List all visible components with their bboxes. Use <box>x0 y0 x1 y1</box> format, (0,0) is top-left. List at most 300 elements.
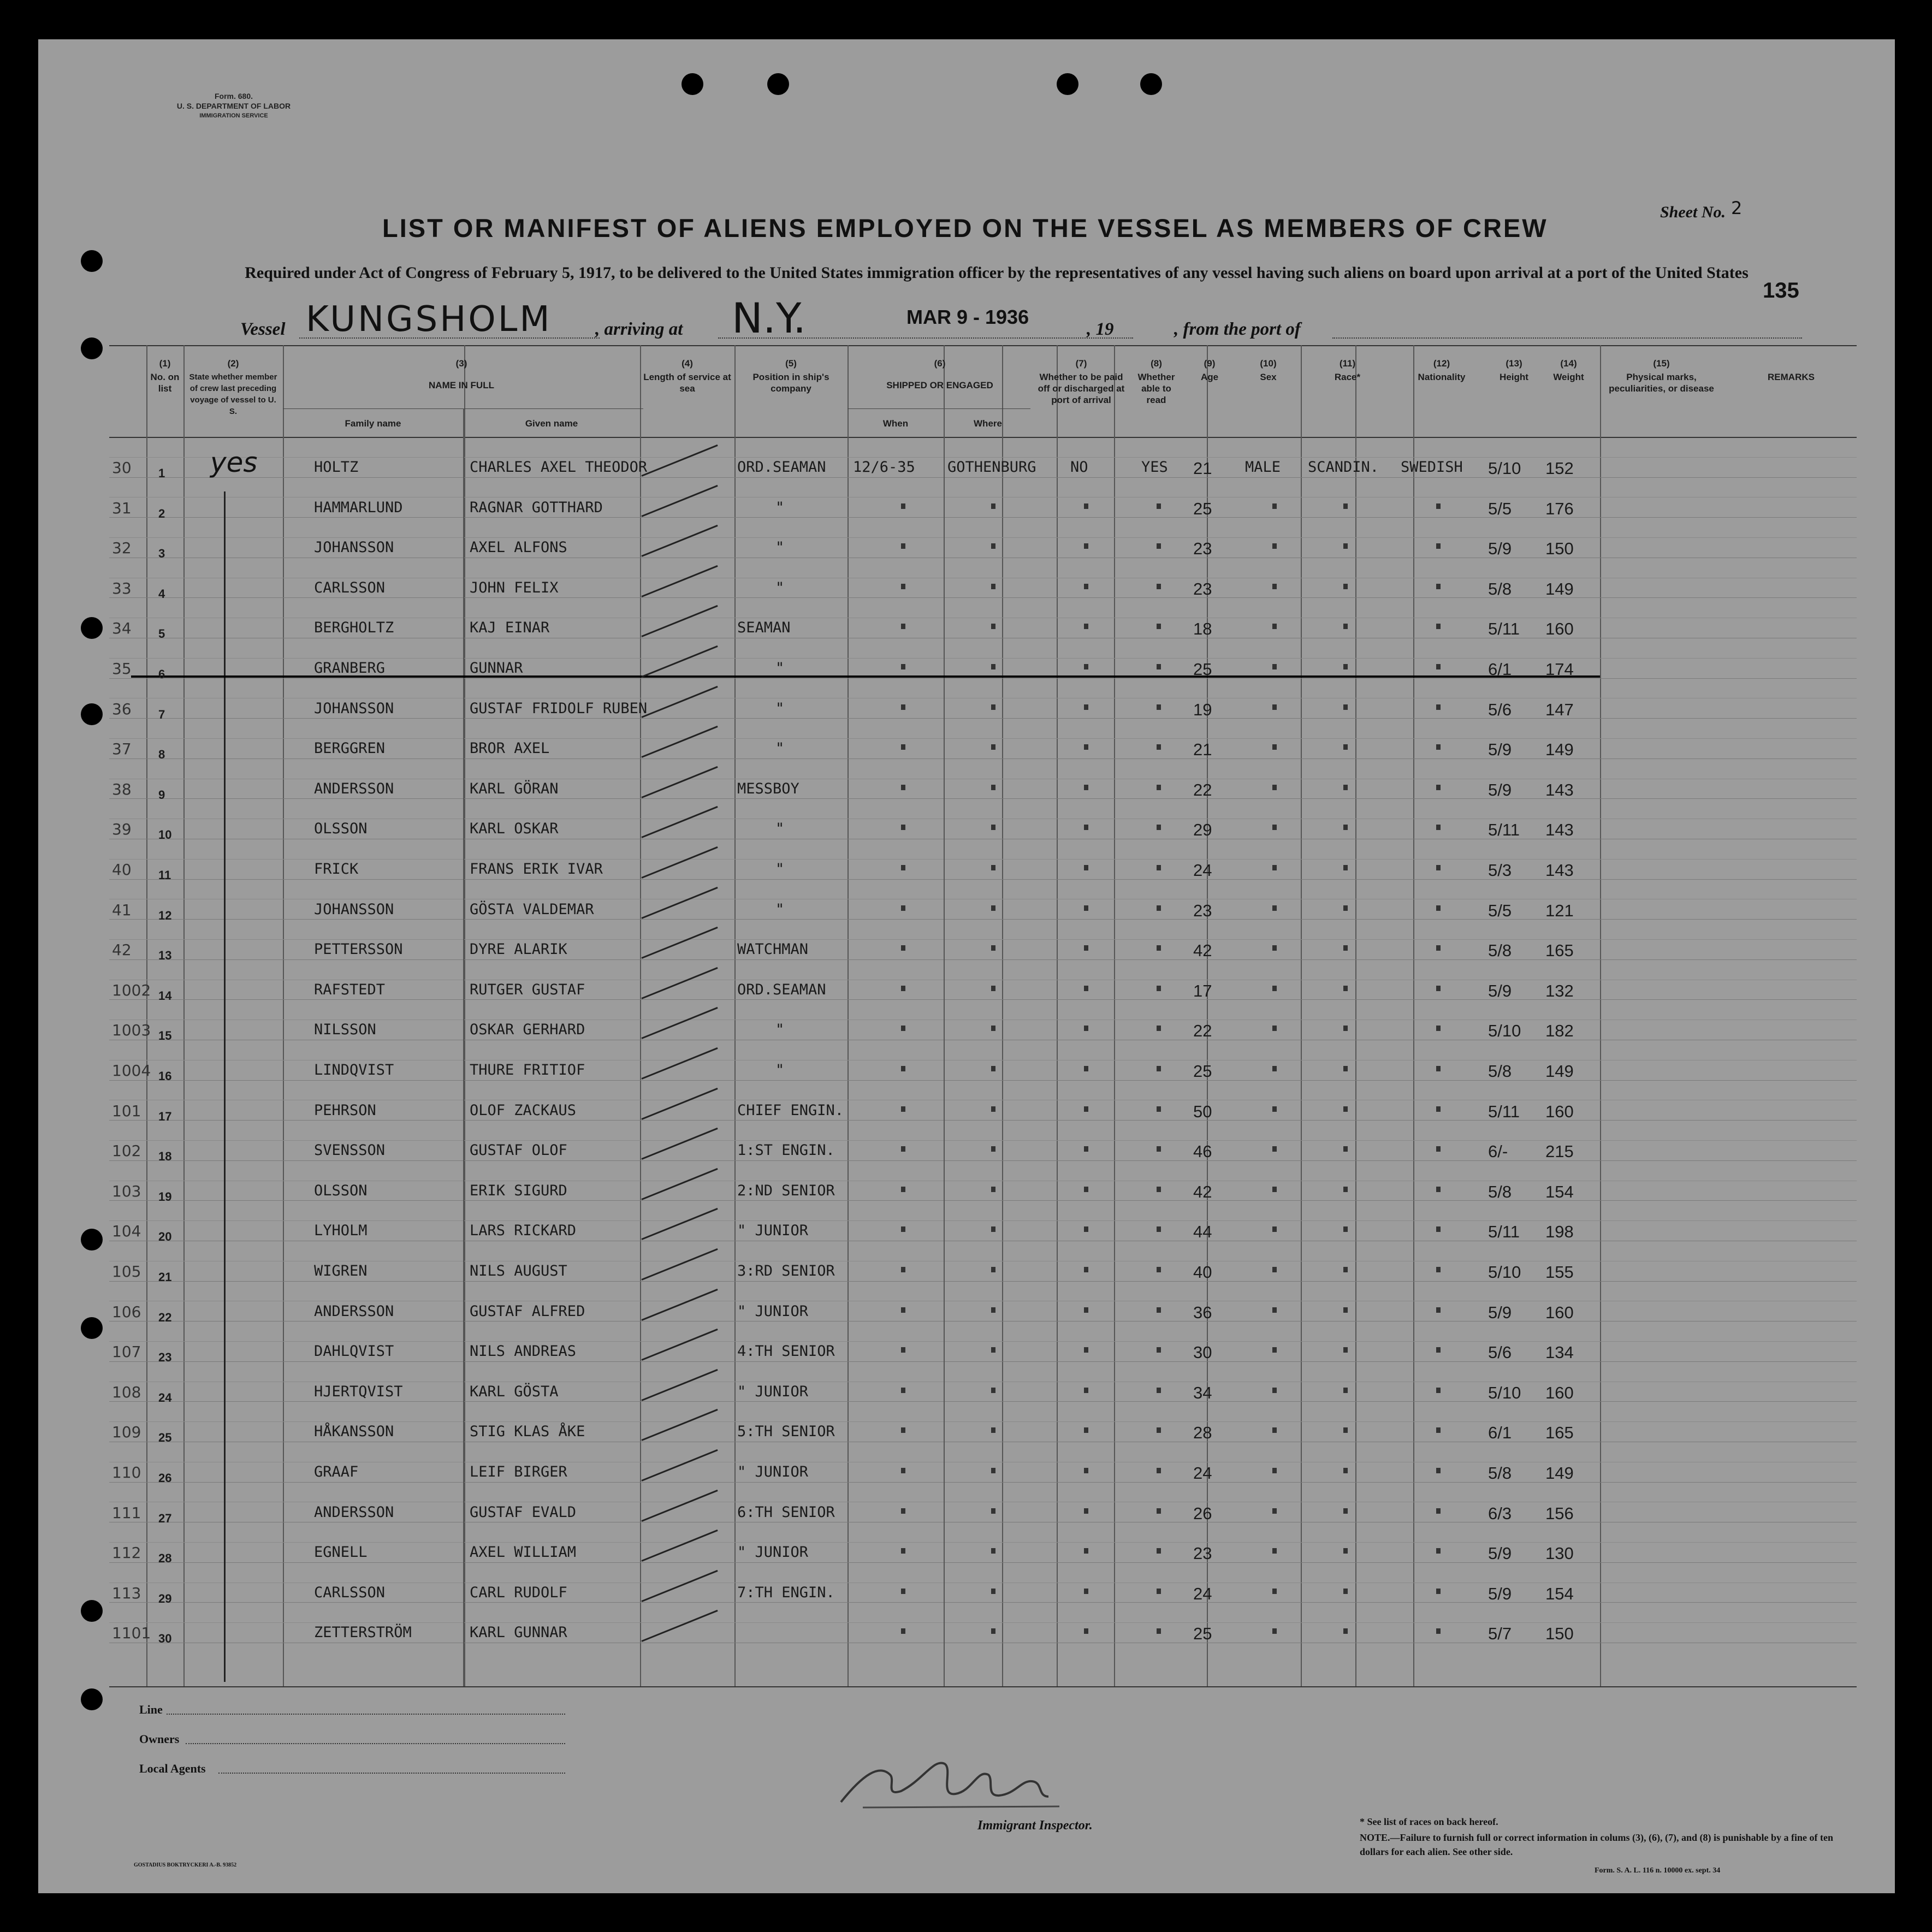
ditto-mark <box>991 543 995 549</box>
cell-given: RAGNAR GOTTHARD <box>470 499 603 516</box>
cell-age: 26 <box>1193 1503 1212 1523</box>
ditto-mark <box>991 664 995 669</box>
cell-family: OLSSON <box>314 1182 368 1199</box>
ditto-mark <box>1343 1468 1348 1473</box>
line-field <box>167 1714 565 1715</box>
column-header: Race* <box>1334 372 1361 382</box>
cell-position: " <box>775 1062 785 1078</box>
cell-age: 22 <box>1193 780 1212 799</box>
column-divider <box>1057 345 1058 1686</box>
ditto-mark <box>1343 744 1348 750</box>
cell-given: STIG KLAS ÅKE <box>470 1423 585 1441</box>
ditto-mark <box>901 1589 905 1594</box>
cell-no: 30 <box>158 1632 172 1646</box>
row-rule <box>109 537 1857 538</box>
ditto-mark <box>1084 785 1088 790</box>
ditto-mark <box>1272 785 1277 790</box>
cell-age: 24 <box>1193 861 1212 880</box>
row-rule <box>109 1602 1857 1603</box>
ditto-mark <box>901 1226 905 1232</box>
cell-age: 23 <box>1193 1544 1212 1563</box>
cell-age: 50 <box>1193 1101 1212 1121</box>
punch-hole <box>1140 73 1162 95</box>
row-rule <box>109 1421 1857 1422</box>
cell-weight: 160 <box>1545 1101 1574 1121</box>
ditto-mark <box>1343 905 1348 911</box>
cell-weight: 143 <box>1545 780 1574 799</box>
ditto-mark <box>1436 1388 1441 1393</box>
cell-no: 4 <box>158 586 165 601</box>
printer-imprint: GOSTADIUS BOKTRYCKERI A.-B. 93852 <box>134 1862 237 1868</box>
table-header-border <box>109 437 1857 438</box>
cell-margin: 42 <box>112 941 132 959</box>
ditto-mark <box>1436 945 1441 951</box>
row-rule <box>109 718 1857 719</box>
ditto-mark <box>1272 704 1277 710</box>
ditto-mark <box>1436 584 1441 589</box>
ditto-mark <box>1343 1267 1348 1272</box>
ditto-mark <box>1436 744 1441 750</box>
ditto-mark <box>991 704 995 710</box>
sheet-label: Sheet No. <box>1660 203 1726 221</box>
ditto-mark <box>1272 905 1277 911</box>
agents-field <box>218 1773 565 1774</box>
cell-age: 36 <box>1193 1302 1212 1322</box>
arriving-label: , arriving at <box>595 319 683 339</box>
cell-family: HAMMARLUND <box>314 499 403 516</box>
cell-age: 42 <box>1193 1182 1212 1201</box>
ditto-mark <box>1343 1508 1348 1514</box>
cell-position: ORD.SEAMAN <box>737 459 826 476</box>
cell-family: WIGREN <box>314 1263 368 1279</box>
cell-no: 14 <box>158 988 172 1003</box>
ditto-mark <box>901 986 905 991</box>
cell-position: " JUNIOR <box>737 1222 809 1240</box>
cell-nationality: SWEDISH <box>1401 459 1463 476</box>
ditto-mark <box>901 905 905 911</box>
cell-age: 29 <box>1193 820 1212 840</box>
cell-age: 40 <box>1193 1263 1212 1282</box>
ditto-mark <box>1272 1187 1277 1192</box>
cell-weight: 143 <box>1545 861 1574 880</box>
column-number: (2) <box>227 358 239 369</box>
cell-family: CARLSSON <box>314 579 386 596</box>
ditto-mark <box>1084 624 1088 629</box>
column-divider <box>1355 345 1356 1686</box>
ditto-mark <box>1157 1508 1161 1514</box>
cell-weight: 154 <box>1545 1584 1574 1603</box>
column-header: Height <box>1500 372 1528 382</box>
ditto-mark <box>1436 1066 1441 1071</box>
ditto-mark <box>991 503 995 509</box>
ditto-mark <box>901 664 905 669</box>
cell-margin: 37 <box>112 740 132 758</box>
cell-family: JOHANSSON <box>314 700 394 717</box>
department: U. S. DEPARTMENT OF LABOR <box>176 102 291 110</box>
cell-weight: 160 <box>1545 1302 1574 1322</box>
cell-age: 21 <box>1193 740 1212 760</box>
cell-no: 5 <box>158 627 165 641</box>
arrival-date: MAR 9 - 1936 <box>906 306 1029 328</box>
ditto-mark <box>901 584 905 589</box>
cell-height: 5/10 <box>1488 459 1521 478</box>
ditto-mark <box>1343 1548 1348 1554</box>
row-rule <box>109 758 1857 759</box>
cell-weight: 149 <box>1545 579 1574 598</box>
ditto-mark <box>1157 1146 1161 1152</box>
column-number: (8) <box>1151 358 1162 369</box>
column-divider <box>1114 345 1115 1686</box>
cell-given: GÖSTA VALDEMAR <box>470 900 594 918</box>
ditto-mark <box>1084 1427 1088 1433</box>
cell-position: 7:TH ENGIN. <box>737 1584 835 1601</box>
cell-family: DAHLQVIST <box>314 1343 394 1360</box>
ditto-mark <box>991 1427 995 1433</box>
ditto-mark <box>1436 1106 1441 1112</box>
ditto-mark <box>1157 1388 1161 1393</box>
cell-family: BERGHOLTZ <box>314 619 394 637</box>
cell-margin: 107 <box>112 1343 141 1361</box>
cell-age: 25 <box>1193 660 1212 679</box>
ditto-mark <box>1084 1066 1088 1071</box>
cell-given: JOHN FELIX <box>470 579 559 596</box>
cell-no: 8 <box>158 748 165 762</box>
punch-hole <box>81 1600 103 1622</box>
column-header: Length of service at sea <box>643 372 731 394</box>
ditto-mark <box>1157 1548 1161 1554</box>
ditto-mark <box>991 1628 995 1634</box>
ditto-mark <box>1272 1628 1277 1634</box>
column-number: (10) <box>1260 358 1277 369</box>
cell-height: 5/6 <box>1488 1343 1512 1362</box>
punch-hole <box>81 703 103 725</box>
ditto-mark <box>991 1226 995 1232</box>
ditto-mark <box>1436 704 1441 710</box>
cell-given: KARL GUNNAR <box>470 1624 567 1641</box>
column-divider <box>734 345 736 1686</box>
cell-weight: 149 <box>1545 1062 1574 1081</box>
ditto-mark <box>1157 1226 1161 1232</box>
column-divider <box>146 345 147 1686</box>
column-divider <box>1600 345 1601 1686</box>
cell-weight: 149 <box>1545 740 1574 760</box>
ditto-mark <box>1272 1307 1277 1313</box>
inspector-label: Immigrant Inspector. <box>977 1818 1093 1833</box>
ditto-mark <box>901 1548 905 1554</box>
row-rule <box>109 798 1857 799</box>
ditto-mark <box>901 744 905 750</box>
ditto-mark <box>1272 865 1277 870</box>
ditto-mark <box>901 1427 905 1433</box>
cell-sex: MALE <box>1245 459 1281 476</box>
ditto-mark <box>1343 1628 1348 1634</box>
ditto-mark <box>1436 1267 1441 1272</box>
row-rule <box>109 939 1857 940</box>
cell-given: CHARLES AXEL THEODOR <box>470 459 648 476</box>
cell-weight: 165 <box>1545 1423 1574 1443</box>
column-number: (6) <box>934 358 946 369</box>
ditto-mark <box>1343 584 1348 589</box>
ditto-mark <box>1343 986 1348 991</box>
ditto-mark <box>1272 503 1277 509</box>
from-port-line <box>1332 337 1802 339</box>
cell-age: 42 <box>1193 941 1212 961</box>
cell-no: 26 <box>158 1471 172 1485</box>
cell-family: CARLSSON <box>314 1584 386 1601</box>
column-header: Whether to be paid off or discharged at port of arrival <box>1038 372 1125 405</box>
cell-weight: 215 <box>1545 1142 1574 1161</box>
cell-given: AXEL ALFONS <box>470 539 567 556</box>
ditto-mark <box>991 825 995 830</box>
ditto-mark <box>1436 1187 1441 1192</box>
ditto-mark <box>1157 1267 1161 1272</box>
ditto-mark <box>1084 1347 1088 1353</box>
cell-position: 4:TH SENIOR <box>737 1343 835 1360</box>
cell-margin: 1004 <box>112 1062 151 1080</box>
cell-given: AXEL WILLIAM <box>470 1544 577 1561</box>
row-rule <box>109 959 1857 960</box>
ditto-mark <box>991 1307 995 1313</box>
cell-height: 5/9 <box>1488 1544 1512 1563</box>
cell-position: " <box>775 861 785 878</box>
cell-margin: 109 <box>112 1423 141 1442</box>
ditto-mark <box>1084 1388 1088 1393</box>
cell-weight: 152 <box>1545 459 1574 478</box>
row-rule <box>109 477 1857 478</box>
ditto-mark <box>1157 1589 1161 1594</box>
cell-position: " <box>775 740 785 757</box>
shipped-subheader-line <box>848 408 1030 409</box>
column-number: (15) <box>1653 358 1670 369</box>
cell-no: 27 <box>158 1511 172 1525</box>
cell-weight: 149 <box>1545 1463 1574 1483</box>
ditto-mark <box>1343 1307 1348 1313</box>
column-number: (9) <box>1204 358 1216 369</box>
ditto-mark <box>1157 543 1161 549</box>
ditto-mark <box>1436 543 1441 549</box>
cell-height: 5/3 <box>1488 861 1512 880</box>
cell-given: FRANS ERIK IVAR <box>470 861 603 878</box>
ditto-mark <box>1272 584 1277 589</box>
ditto-mark <box>1272 1106 1277 1112</box>
cell-age: 17 <box>1193 981 1212 1000</box>
ditto-mark <box>1084 1146 1088 1152</box>
cell-height: 5/5 <box>1488 499 1512 518</box>
cell-age: 19 <box>1193 700 1212 719</box>
ditto-mark <box>1343 1187 1348 1192</box>
cell-no: 23 <box>158 1350 172 1365</box>
ditto-mark <box>991 584 995 589</box>
cell-age: 18 <box>1193 619 1212 639</box>
cell-margin: 105 <box>112 1263 141 1281</box>
ditto-mark <box>1157 865 1161 870</box>
cell-height: 5/8 <box>1488 1062 1512 1081</box>
ditto-mark <box>1157 1066 1161 1071</box>
ditto-mark <box>1272 664 1277 669</box>
column-number: (13) <box>1506 358 1522 369</box>
cell-weight: 154 <box>1545 1182 1574 1201</box>
cell-given: OLOF ZACKAUS <box>470 1101 577 1119</box>
cell-margin: 110 <box>112 1463 141 1481</box>
cell-margin: 106 <box>112 1302 141 1321</box>
column-header: Position in ship's company <box>752 372 829 394</box>
cell-position: " <box>775 499 785 516</box>
column-divider <box>464 345 465 1686</box>
column-number: (11) <box>1339 358 1356 369</box>
subcolumn-divider <box>944 408 945 1686</box>
cell-weight: 143 <box>1545 820 1574 840</box>
column-divider <box>640 345 641 1686</box>
cell-height: 6/3 <box>1488 1503 1512 1523</box>
column-header: REMARKS <box>1768 372 1815 382</box>
row-rule <box>109 859 1857 860</box>
punch-hole <box>767 73 789 95</box>
cell-weight: 132 <box>1545 981 1574 1000</box>
ditto-mark <box>1157 905 1161 911</box>
row-rule <box>109 678 1857 679</box>
ditto-mark <box>1436 905 1441 911</box>
ditto-mark <box>901 1026 905 1031</box>
ditto-mark <box>1343 1106 1348 1112</box>
ditto-mark <box>901 865 905 870</box>
cell-given: KARL OSKAR <box>470 820 559 838</box>
column-number: (3) <box>455 358 467 369</box>
handwritten-ditto-line <box>224 491 226 1682</box>
cell-height: 5/9 <box>1488 740 1512 760</box>
ditto-mark <box>1084 945 1088 951</box>
ditto-mark <box>991 865 995 870</box>
cell-margin: 31 <box>112 499 132 517</box>
ditto-mark <box>1343 1589 1348 1594</box>
ditto-mark <box>1157 1307 1161 1313</box>
cell-age: 23 <box>1193 539 1212 559</box>
cell-height: 5/11 <box>1488 820 1520 840</box>
cell-height: 5/10 <box>1488 1383 1521 1402</box>
cell-height: 5/11 <box>1488 1101 1520 1121</box>
column-subheader: When <box>882 418 909 429</box>
ditto-mark <box>901 1146 905 1152</box>
cell-no: 6 <box>158 667 165 681</box>
ditto-mark <box>1157 1347 1161 1353</box>
ditto-mark <box>901 825 905 830</box>
cell-margin: 40 <box>112 861 132 879</box>
cell-age: 44 <box>1193 1222 1212 1242</box>
cell-position: 1:ST ENGIN. <box>737 1142 835 1159</box>
ditto-mark <box>901 785 905 790</box>
cell-position: " <box>775 579 785 596</box>
row-rule <box>109 457 1857 458</box>
cell-age: 30 <box>1193 1343 1212 1362</box>
punch-hole <box>81 617 103 639</box>
ditto-mark <box>1157 785 1161 790</box>
column-header: SHIPPED OR ENGAGED <box>886 380 993 390</box>
ditto-mark <box>1084 1468 1088 1473</box>
cell-age: 46 <box>1193 1142 1212 1161</box>
cell-given: BROR AXEL <box>470 740 550 757</box>
cell-height: 5/9 <box>1488 1584 1512 1603</box>
ditto-mark <box>1084 1307 1088 1313</box>
cell-no: 21 <box>158 1270 172 1284</box>
ditto-mark <box>1157 1106 1161 1112</box>
cell-no: 2 <box>158 506 165 520</box>
ditto-mark <box>1157 1026 1161 1031</box>
row-rule <box>109 919 1857 920</box>
ditto-mark <box>1084 1628 1088 1634</box>
ditto-mark <box>1272 945 1277 951</box>
ditto-mark <box>901 1628 905 1634</box>
row-rule <box>109 1341 1857 1342</box>
cell-given: ERIK SIGURD <box>470 1182 567 1199</box>
ditto-mark <box>1084 744 1088 750</box>
cell-margin: 103 <box>112 1182 141 1200</box>
punch-hole <box>81 1229 103 1251</box>
ditto-mark <box>991 1468 995 1473</box>
ditto-mark <box>901 1307 905 1313</box>
ditto-mark <box>901 543 905 549</box>
column-subheader: Where <box>974 418 1002 429</box>
cell-height: 6/- <box>1488 1142 1508 1161</box>
cell-position: " <box>775 900 785 918</box>
column-subheader: Given name <box>525 418 578 429</box>
cell-position: " <box>775 1021 785 1039</box>
punch-hole <box>81 1317 103 1339</box>
ditto-mark <box>1436 1026 1441 1031</box>
cell-position: " JUNIOR <box>737 1463 809 1480</box>
row-rule <box>109 1140 1857 1141</box>
cell-position: " <box>775 660 785 677</box>
ditto-mark <box>1084 584 1088 589</box>
cell-family: JOHANSSON <box>314 900 394 918</box>
cell-age: 34 <box>1193 1383 1212 1402</box>
cell-when: 12/6-35 <box>853 459 915 476</box>
ditto-mark <box>1343 1347 1348 1353</box>
cell-margin: 35 <box>112 660 132 678</box>
column-header: Physical marks, peculiarities, or disease <box>1609 372 1714 394</box>
cell-position: " JUNIOR <box>737 1544 809 1561</box>
cell-margin: 32 <box>112 539 132 558</box>
cell-height: 5/7 <box>1488 1624 1512 1644</box>
row-rule <box>109 658 1857 659</box>
cell-height: 6/1 <box>1488 660 1512 679</box>
ditto-mark <box>1343 945 1348 951</box>
row-rule <box>109 1281 1857 1282</box>
cell-given: GUSTAF EVALD <box>470 1503 577 1521</box>
cell-weight: 130 <box>1545 1544 1574 1563</box>
ditto-mark <box>1084 1548 1088 1554</box>
row-rule <box>109 738 1857 739</box>
cell-height: 5/6 <box>1488 700 1512 719</box>
cell-margin: 112 <box>112 1544 141 1562</box>
cell-given: GUNNAR <box>470 660 523 677</box>
cell-margin: 1003 <box>112 1021 151 1040</box>
ditto-mark <box>1272 1146 1277 1152</box>
cell-family: HÅKANSSON <box>314 1423 394 1441</box>
cell-family: GRANBERG <box>314 660 386 677</box>
ditto-mark <box>1436 1427 1441 1433</box>
ditto-mark <box>991 1548 995 1554</box>
cell-height: 5/9 <box>1488 780 1512 799</box>
cell-no: 29 <box>158 1591 172 1605</box>
ditto-mark <box>1436 1548 1441 1554</box>
cell-given: KARL GÖSTA <box>470 1383 559 1400</box>
cell-margin: 34 <box>112 619 132 638</box>
cell-position: 5:TH SENIOR <box>737 1423 835 1441</box>
cell-position: ORD.SEAMAN <box>737 981 826 998</box>
ditto-mark <box>1084 503 1088 509</box>
ditto-mark <box>1272 1589 1277 1594</box>
cell-given: KARL GÖRAN <box>470 780 559 797</box>
ditto-mark <box>1272 986 1277 991</box>
